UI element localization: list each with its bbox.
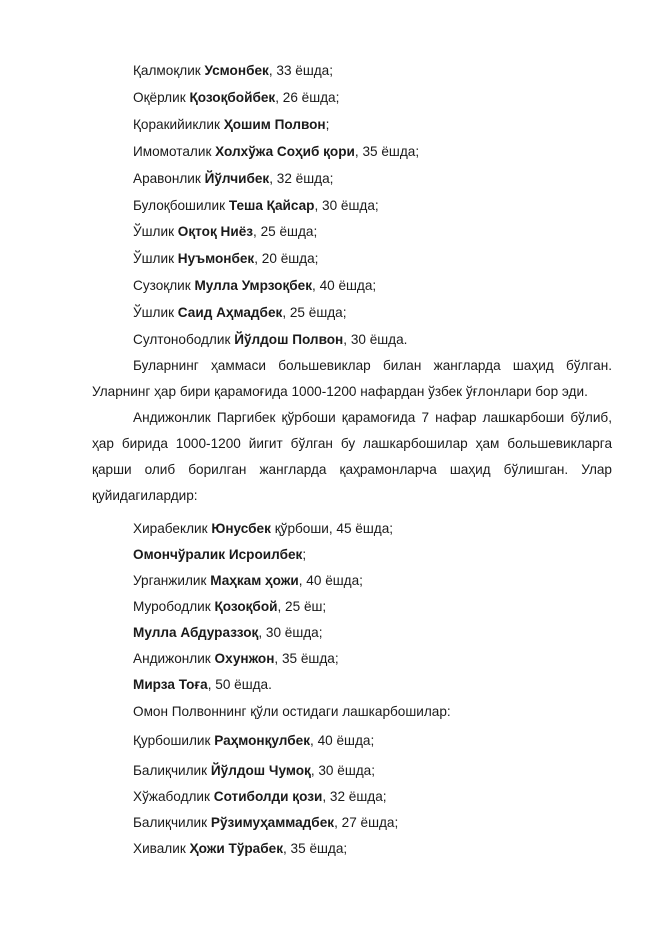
list-item: Султонободлик Йўлдош Полвон, 30 ёшда. [133,332,408,347]
list-item: Урганжилик Маҳкам ҳожи, 40 ёшда; [133,573,363,588]
list-item: Булоқбошилик Теша Қайсар, 30 ёшда; [133,198,379,213]
list-item: Ўшлик Саид Аҳмадбек, 25 ёшда; [133,305,347,320]
list-item: Аравонлик Йўлчибек, 32 ёшда; [133,171,334,186]
list-item: Қурбошилик Раҳмонқулбек, 40 ёшда; [133,733,375,748]
paragraph-martyrs: Буларнинг ҳаммаси большевиклар билан жангларда шаҳид бўлган. Уларнинг ҳар бири қарамоғида 1000-1200 нафардан ўзбек ўғлонлари бор эди. [92,358,612,399]
person-name: Раҳмонқулбек [214,733,311,748]
person-name: Сотиболди қози [213,789,323,804]
person-name: Мирза Тоға [133,677,208,692]
person-name: Юнусбек [211,521,271,536]
person-name: Мулла Абдураззоқ [133,625,259,640]
list-item: Балиқчилик Йўлдош Чумоқ, 30 ёшда; [133,763,375,778]
list-item: Андижонлик Охунжон, 35 ёшда; [133,651,339,666]
list-item: Сузоқлик Мулла Умрзоқбек, 40 ёшда; [133,278,377,293]
person-name: Қозоқбойбек [189,90,276,105]
list-item: Ўшлик Оқтоқ Ниёз, 25 ёшда; [133,224,318,239]
person-name: Усмонбек [204,63,269,78]
list-item: Хирабеклик Юнусбек қўрбоши, 45 ёшда; [133,521,394,536]
person-name: Йўлдош Чумоқ [210,763,311,778]
person-name: Йўлдош Полвон [234,332,344,347]
list-item: Ўшлик Нуъмонбек, 20 ёшда; [133,251,319,266]
list-item: Омончўралик Исроилбек; [133,547,307,562]
paragraph-pargibek: Андижонлик Паргибек қўрбоши қарамоғида 7 нафар лашкарбоши бўлиб, ҳар бирида 1000-1200 йигит бўлган бу лашкарбошилар ҳам большевикларга қарши олиб борилган жангларда қаҳрамонларча шаҳид бўлишган. Улар қуйидагилардир: [92,410,612,503]
list-item: Мулла Абдураззоқ, 30 ёшда; [133,625,323,640]
list-item: Хўжабодлик Сотиболди қози, 32 ёшда; [133,789,387,804]
list-item: Қалмоқлик Усмонбек, 33 ёшда; [133,63,334,78]
list-item: Хивалик Ҳожи Тўрабек, 35 ёшда; [133,841,348,856]
list-item: Қоракийиклик Ҳошим Полвон; [133,117,330,132]
list-item: Балиқчилик Рўзимуҳаммадбек, 27 ёшда; [133,815,399,830]
person-name: Ҳожи Тўрабек [189,841,283,856]
list-item: Мурободлик Қозоқбой, 25 ёш; [133,599,327,614]
list-item: Оқёрлик Қозоқбойбек, 26 ёшда; [133,90,340,105]
person-name: Ҳошим Полвон [223,117,326,132]
person-name: Охунжон [214,651,275,666]
person-name: Мулла Умрзоқбек [194,278,313,293]
list-item: Мирза Тоға, 50 ёшда. [133,677,272,692]
person-name: Оқтоқ Ниёз [177,224,254,239]
person-name: Нуъмонбек [177,251,255,266]
section-heading: Омон Полвоннинг қўли остидаги лашкарбошилар: [133,704,451,719]
person-name: Холхўжа Соҳиб қори [215,144,355,159]
person-name: Маҳкам ҳожи [210,573,299,588]
list-item: Имомоталик Холхўжа Соҳиб қори, 35 ёшда; [133,144,420,159]
person-name: Йўлчибек [204,171,270,186]
person-name: Рўзимуҳаммадбек [210,815,335,830]
person-name: Саид Аҳмадбек [177,305,283,320]
person-name: Қозоқбой [214,599,278,614]
person-name: Омончўралик Исроилбек [133,547,303,562]
person-name: Теша Қайсар [228,198,315,213]
